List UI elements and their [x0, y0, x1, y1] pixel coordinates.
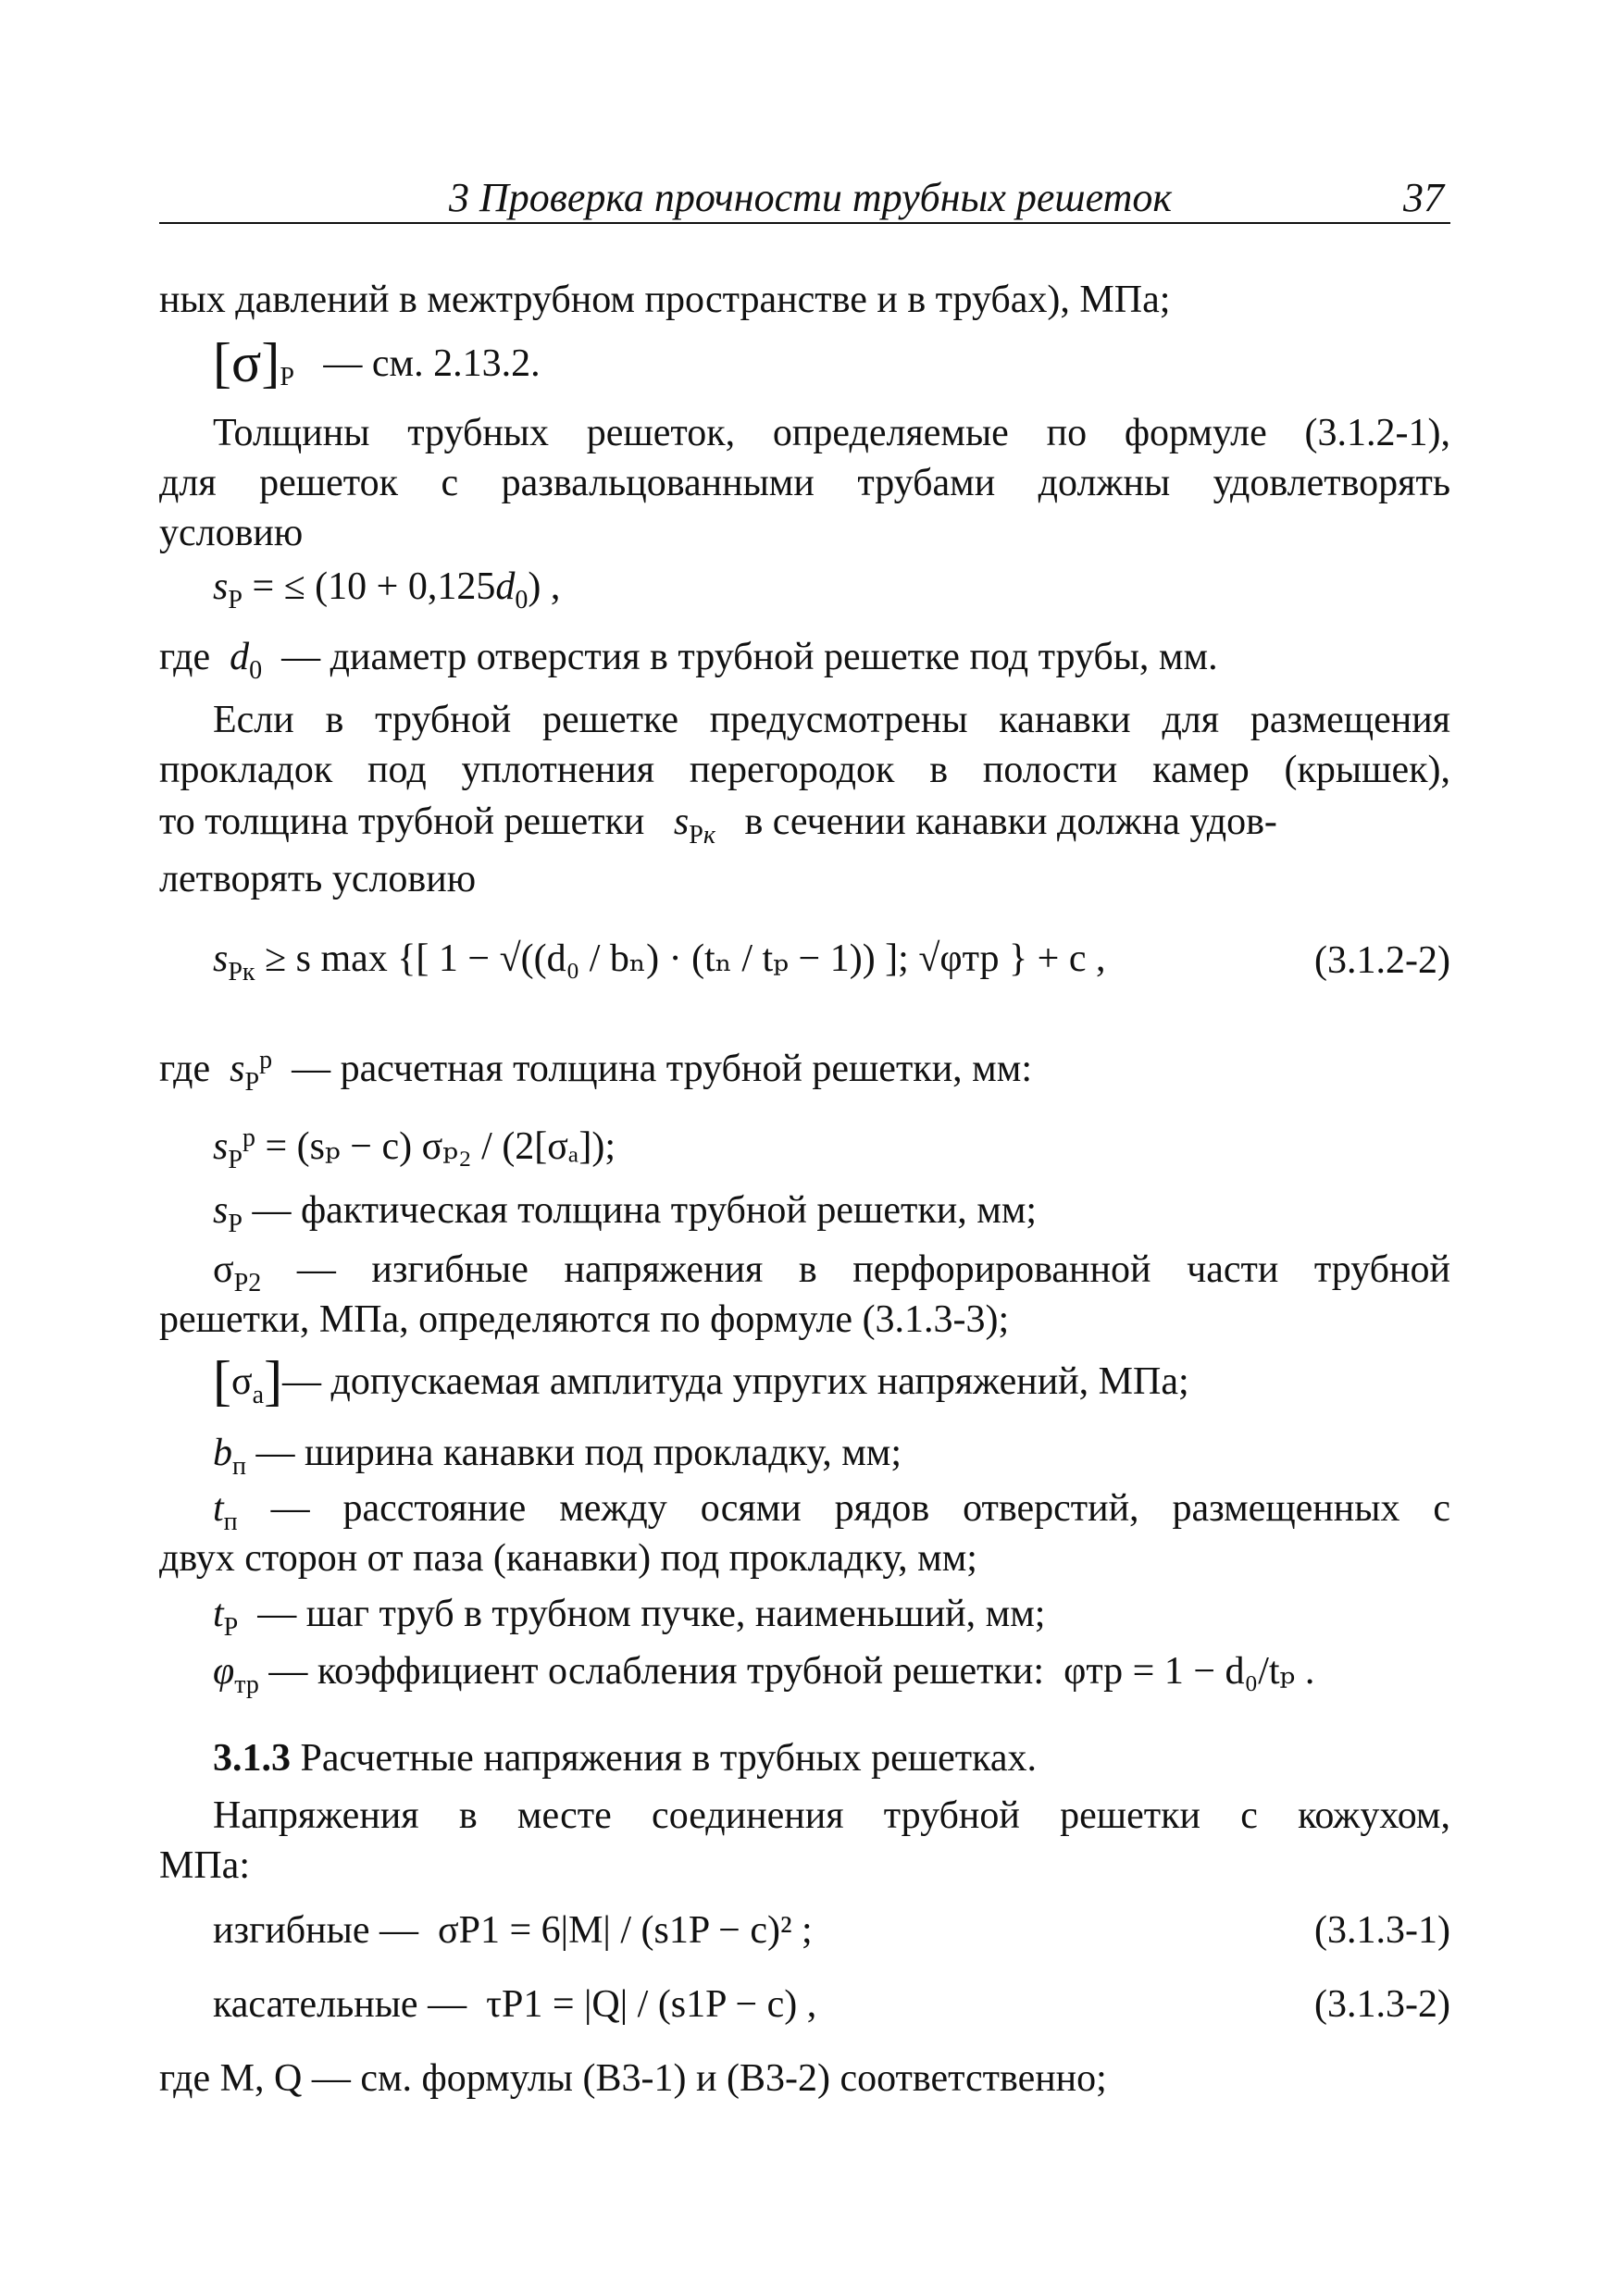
paragraph-line: Толщины трубных решеток, определяемые по формуле (3.1.2-1), [213, 412, 1450, 454]
header-title: 3 Проверка прочности трубных решеток [449, 175, 1172, 220]
paragraph-line: решетки, МПа, определяются по формуле (3.1.3-3); [159, 1298, 1010, 1341]
definition-sigma-a: $[\sigma_а]—$ допускаемая амплитуда упругих напряжений, МПа; [213, 1350, 1189, 1411]
definition-tn: $t_п$ — расстояние между осями рядов отверстий, размещенных с [213, 1487, 1451, 1536]
paragraph-line: двух сторон от паза (канавки) под прокладку, мм; [159, 1537, 977, 1580]
equation-number: (3.1.2-2) [1314, 939, 1450, 982]
formula-condition: $s_P$ = ≤ $(10 + 0,125d_0)$ , [213, 565, 561, 614]
definition-bn: $b_п$ — ширина канавки под прокладку, мм; [213, 1432, 902, 1481]
paragraph-line: то толщина трубной решетки $s_{Рк}$ в сечении канавки должна удов- [159, 800, 1277, 850]
equation-number: (3.1.3-2) [1314, 1983, 1450, 2026]
paragraph-line: где M, Q — см. формулы (В3-1) и (В3-2) соответственно; [159, 2057, 1107, 2100]
paragraph-line: прокладок под уплотнения перегородок в полости камер (крышек), [159, 749, 1450, 791]
definition-sP: $s_Р$ — фактическая толщина трубной решетки, мм; [213, 1189, 1038, 1238]
formula-3-1-3-1: изгибные — σP1 = 6|M| / (s1P − c)² ; [213, 1909, 813, 1952]
formula-3-1-2-2: $s_{Рк} \ge s$ max {[ 1 − √((d₀ / bₙ) · (tₙ / tₚ − 1)) ]; √φтр } + c , [213, 937, 1106, 987]
definition-tP: $t_Р$ — шаг труб в трубном пучке, наименьший, мм; [213, 1593, 1046, 1642]
paragraph-line: летворять условию [159, 858, 477, 900]
definition-sigmaP2: $\sigma_{Р2}$ — изгибные напряжения в перфорированной части трубной [213, 1248, 1450, 1297]
paragraph-line: Напряжения в месте соединения трубной решетки с кожухом, [213, 1794, 1450, 1837]
text-line: ных давлений в межтрубном пространстве и в трубах), МПа; [159, 279, 1171, 321]
header-rule [159, 222, 1450, 224]
definition-d0: где $d_0$ — диаметр отверстия в трубной решетке под трубы, мм. [159, 636, 1218, 685]
formula-sPp: $s_Р^р = (s_p - c)$ σₚ₂ / (2[σₐ]); [213, 1123, 616, 1174]
paragraph-line: условию [159, 512, 304, 554]
definition-sigma-p: $[\sigma]_Р$ — см. 2.13.2. [213, 332, 541, 393]
section-3-1-3: 3.1.3 Расчетные напряжения в трубных решетках. [213, 1737, 1038, 1780]
page-number: 37 [1403, 175, 1444, 220]
definition-sPp: где $s_Р^р$ — расчетная толщина трубной решетки, мм: [159, 1046, 1033, 1097]
formula-3-1-3-2: касательные — τP1 = |Q| / (s1P − c) , [213, 1983, 817, 2026]
equation-number: (3.1.3-1) [1314, 1909, 1450, 1952]
paragraph-line: Если в трубной решетке предусмотрены канавки для размещения [213, 699, 1450, 741]
paragraph-line: для решеток с развальцованными трубами должны удовлетворять [159, 462, 1450, 504]
paragraph-line: МПа: [159, 1844, 250, 1887]
definition-phi: $\varphi_{тр}$ — коэффициент ослабления трубной решетки: φтр = 1 − d₀/tₚ . [213, 1650, 1315, 1699]
